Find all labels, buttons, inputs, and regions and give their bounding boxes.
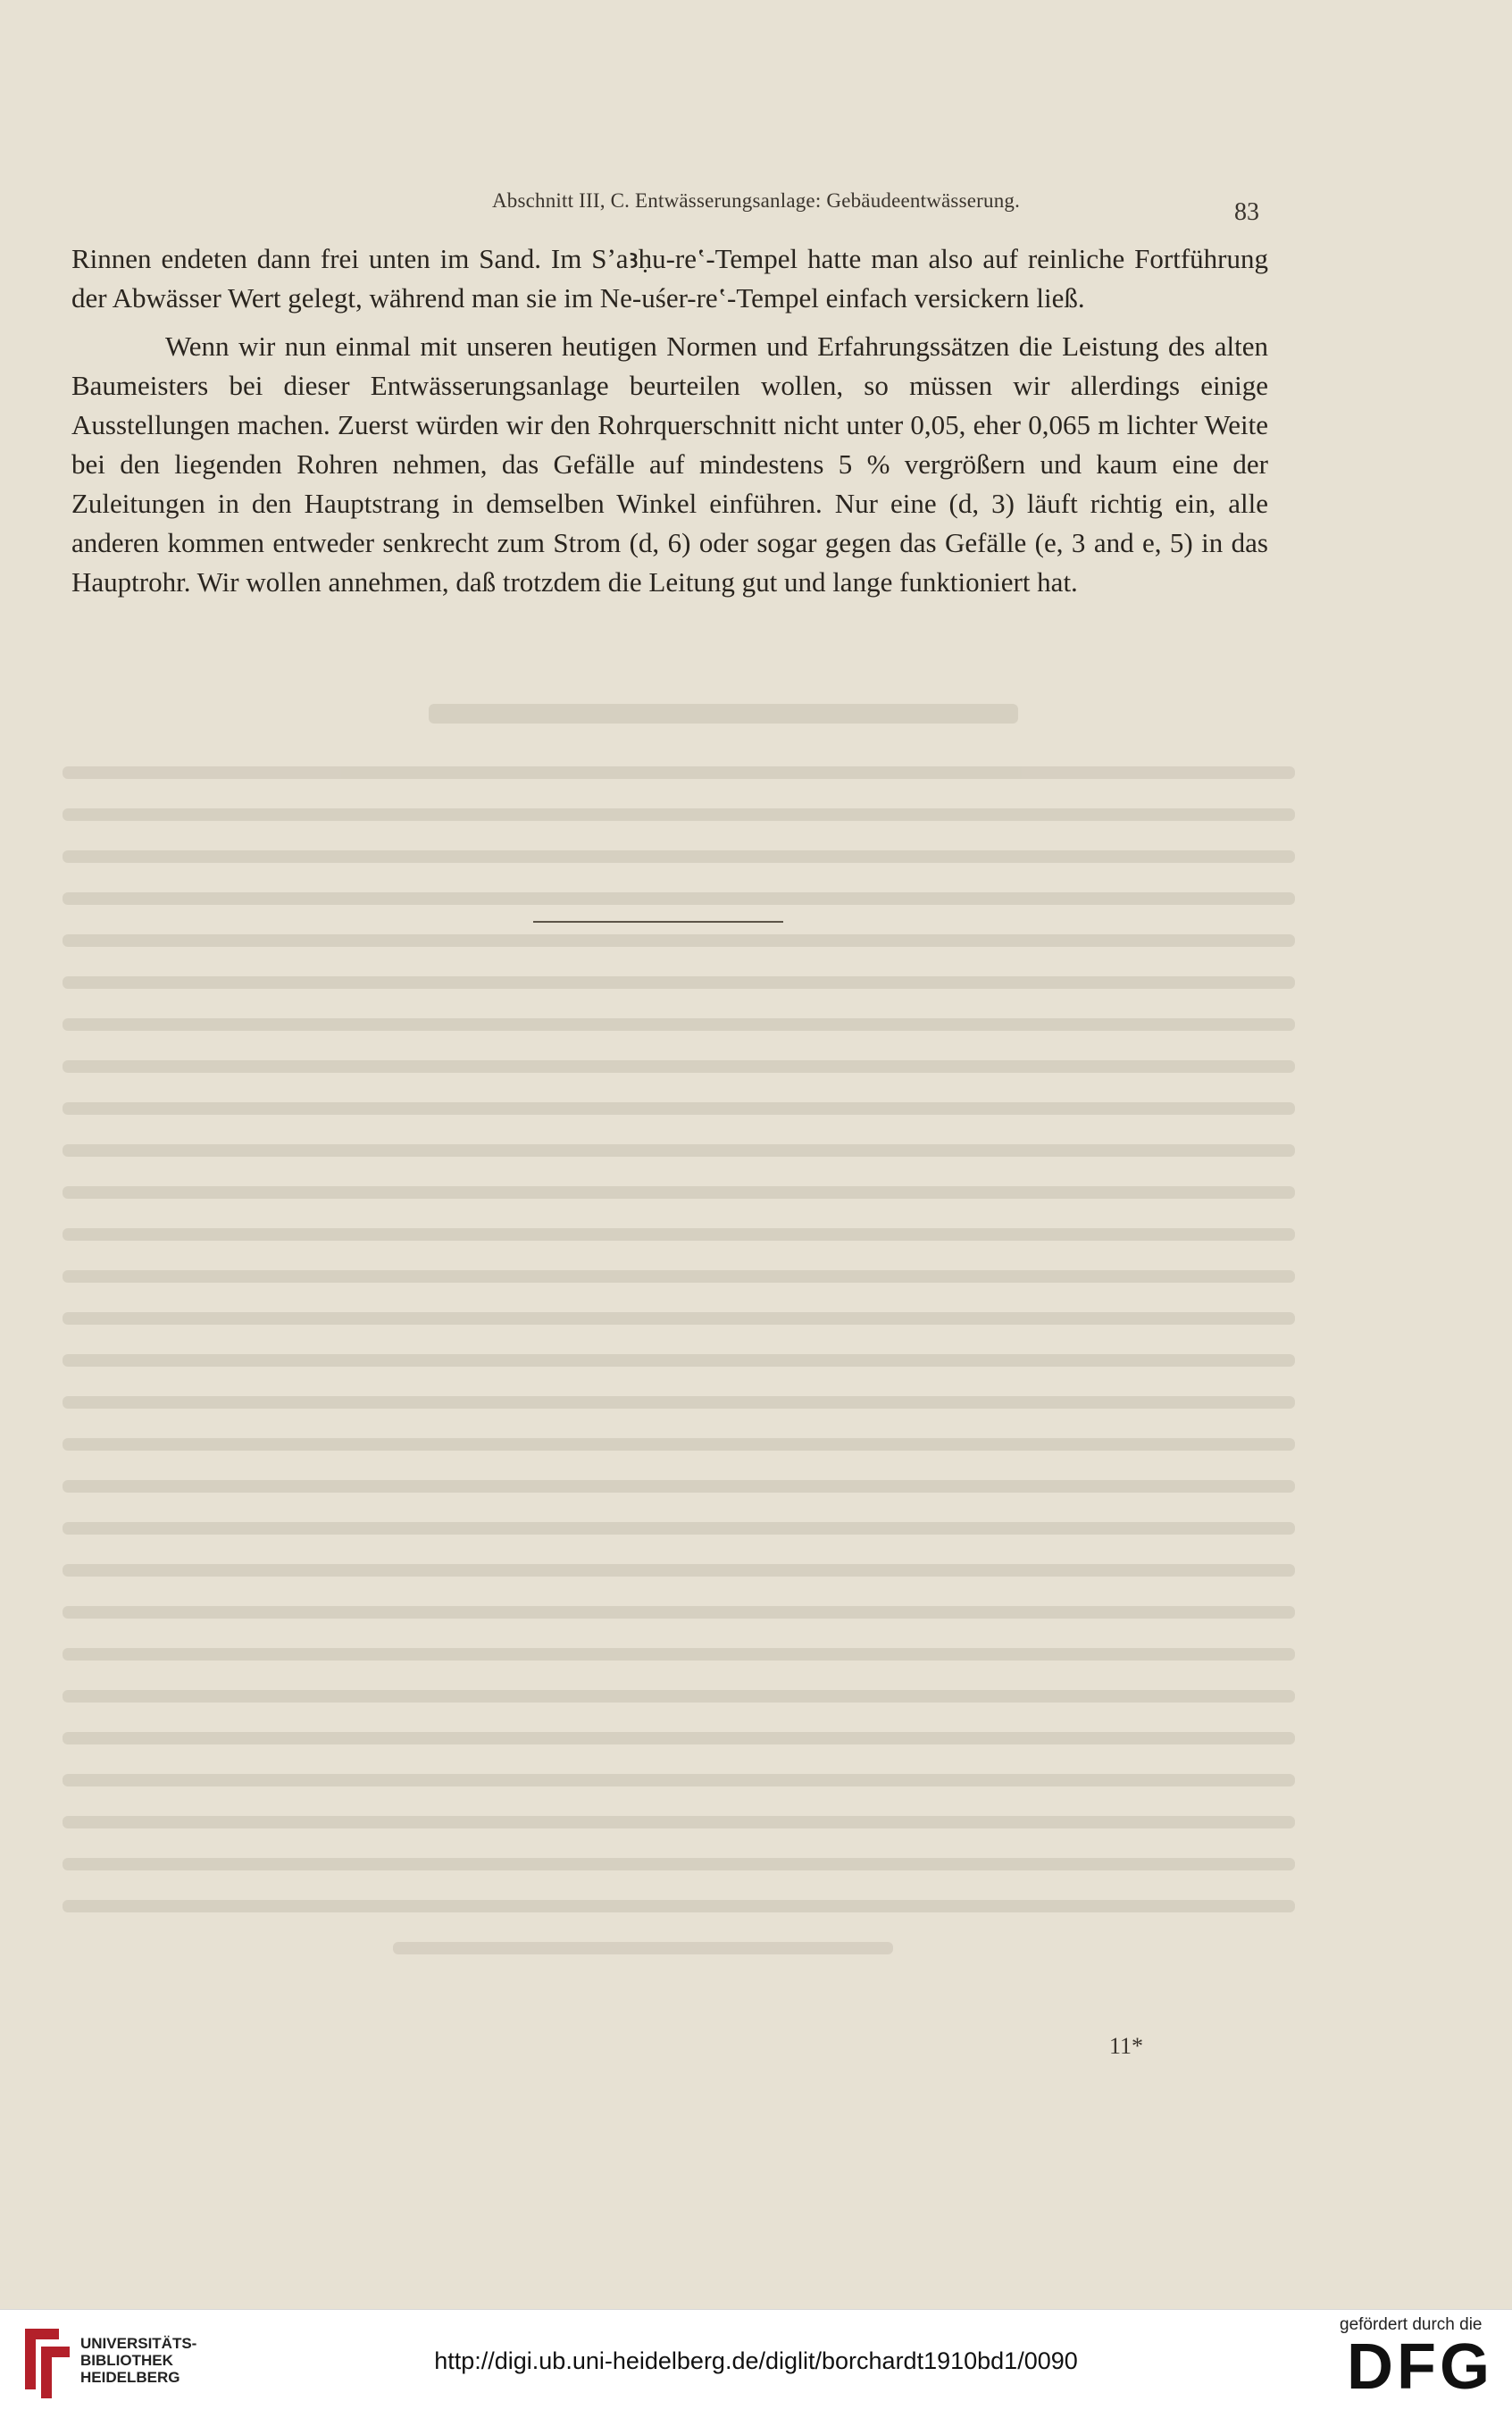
section-end-rule bbox=[533, 921, 783, 923]
library-name-line: HEIDELBERG bbox=[80, 2369, 180, 2386]
running-header: Abschnitt III, C. Entwässerungsanlage: Gebäudeentwässerung. bbox=[491, 189, 1021, 212]
funded-by-label: gefördert durch die bbox=[1340, 2315, 1483, 2334]
paragraph: Rinnen endeten dann frei unten im Sand. Im Sʼaꜣḥu-reʽ-Tempel hatte man also auf reinliche Fortführung der Abwässer Wert gelegt, während man sie im Ne-uśer-reʽ-Tempel einfach versickern ließ. bbox=[71, 243, 1268, 314]
signature-mark: 11* bbox=[1109, 2033, 1144, 2059]
dfg-logo: DFG bbox=[1347, 2331, 1493, 2403]
paragraph: Wenn wir nun einmal mit unseren heutigen Normen und Erfahrungssätzen die Leistung des alten Baumeisters bei dieser Entwässerungsanlage beurteilen wollen, so müssen wir allerdings einige Ausstellungen machen. Zuerst würden wir den Rohrquerschnitt nicht unter 0,05, eher 0,065 m lichter Weite bei den liegenden Rohren nehmen, das Gefälle auf mindestens 5 % vergrößern und kaum eine der Zuleitungen in den Hauptstrang in demselben Winkel einführen. Nur eine (d, 3) läuft richtig ein, alle anderen kommen entweder senkrecht zum Strom (d, 6) oder sogar gegen das Gefälle (e, 3 and e, 5) in das Hauptrohr. Wir wollen annehmen, daß trotzdem die Leitung gut und lange funktioniert hat. bbox=[71, 330, 1268, 598]
library-name-line: UNIVERSITÄTS- bbox=[80, 2335, 197, 2352]
body-text bbox=[71, 239, 1268, 602]
permalink-url[interactable]: http://digi.ub.uni-heidelberg.de/diglit/borchardt1910bd1/0090 bbox=[434, 2347, 1078, 2374]
library-name-line: BIBLIOTHEK bbox=[80, 2352, 173, 2369]
page-number: 83 bbox=[1234, 198, 1259, 226]
